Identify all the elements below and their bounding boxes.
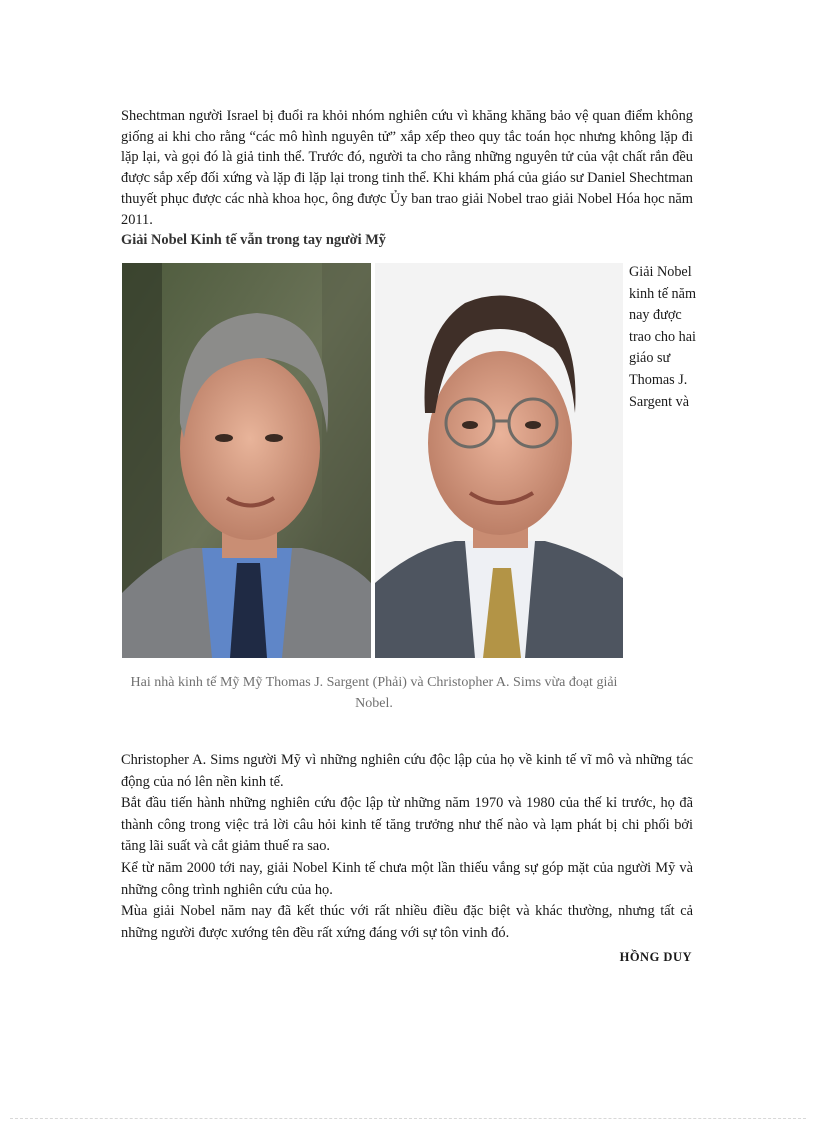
paragraph: Christopher A. Sims người Mỹ vì những nghiên cứu độc lập của họ về kinh tế vĩ mô và những tác động của nó lên nền kinh tế.	[121, 752, 693, 790]
section-heading: Giải Nobel Kinh tế vẫn trong tay người Mỹ	[121, 232, 386, 248]
paragraph: Bắt đầu tiến hành những nghiên cứu độc lập từ những năm 1970 và 1980 của thế kỉ trước, họ đã thành công trong việc trả lời câu hỏi kinh tế tăng trưởng như thế nào và lạm phát bị chi phối bởi tăng lãi suất và cắt giảm thuế ra sao.	[121, 795, 693, 855]
photo-caption: Hai nhà kinh tế Mỹ Mỹ Thomas J. Sargent (Phải) và Christopher A. Sims vừa đoạt giải Nobel.	[130, 675, 618, 711]
photo-thomas-sargent	[375, 263, 623, 658]
article-body	[121, 750, 693, 944]
paragraph: Kể từ năm 2000 tới nay, giải Nobel Kinh tế chưa một lần thiếu vắng sự góp mặt của người Mỹ và những công trình nghiên cứu của họ.	[121, 859, 693, 898]
page-edge	[10, 1118, 806, 1119]
paragraph: Mùa giải Nobel năm nay đã kết thúc với rất nhiều điều đặc biệt và khác thường, nhưng tất cả những người được xướng tên đều rất xứng đáng với sự tôn vinh đó.	[121, 903, 693, 941]
intro-paragraph: Shechtman người Israel bị đuổi ra khỏi nhóm nghiên cứu vì khăng khăng bảo vệ quan điểm không giống ai khi cho rằng “các mô hình nguyên tử” xắp xếp theo quy tắc toán học nhưng không lặp đi lặp lại, và gọi đó là giả tinh thể. Trước đó, người ta cho rằng những nguyên tử của vật chất rắn đều được sắp xếp đối xứng và lặp đi lặp lại trong tinh thể. Khi khám phá của giáo sư Daniel Shechtman thuyết phục được các nhà khoa học, ông được Ủy ban trao giải Nobel trao giải Nobel Hóa học năm 2011.	[121, 108, 693, 228]
photo-side-text: Giải Nobel kinh tế năm nay được trao cho hai giáo sư Thomas J. Sargent và	[629, 264, 696, 410]
photo-christopher-sims	[122, 263, 371, 658]
author-byline: HỒNG DUY	[619, 950, 692, 964]
